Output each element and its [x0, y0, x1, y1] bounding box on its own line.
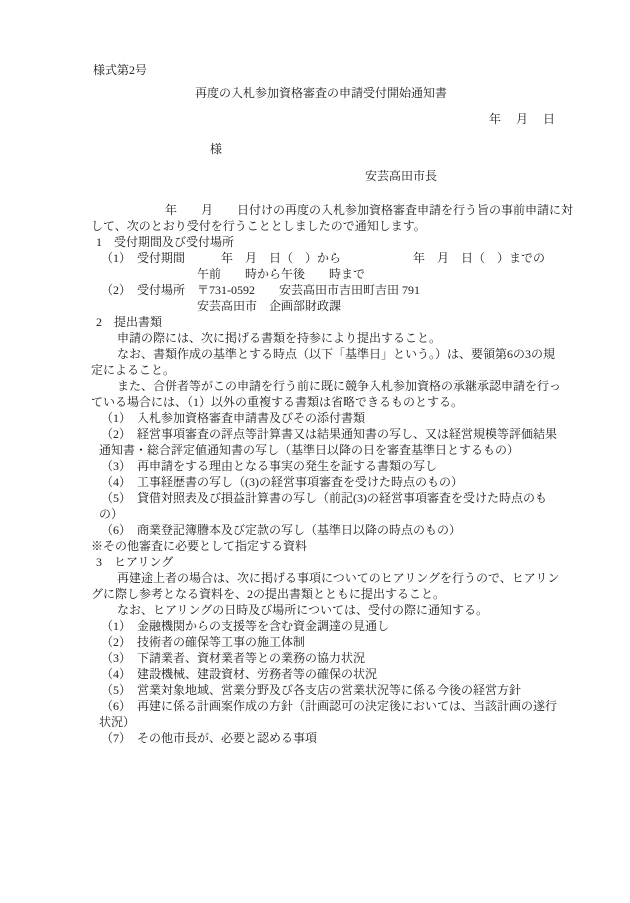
form-number: 様式第2号: [93, 63, 148, 77]
doc-line: ※その他審査に必要として指定する資料: [91, 539, 308, 553]
doc-line: （6） 商業登記簿謄本及び定款の写し（基準日以降の時点のもの）: [101, 523, 462, 537]
doc-line: （1） 受付期間 年 月 日（ ）から 年 月 日（ ）までの: [101, 251, 546, 265]
issuer-line: 安芸高田市長: [365, 169, 438, 183]
doc-line: （2） 経営事項審査の評点等計算書又は結果通知書の写し、又は経営規模等評価結果: [101, 427, 558, 441]
section-3-heading: 3 ヒアリング: [96, 555, 174, 569]
section-1-heading: 1 受付期間及び受付場所: [96, 235, 235, 249]
doc-line: ている場合には、（1）以外の重複する書類は省略できるものとする。: [91, 395, 464, 409]
doc-line: （4） 工事経歴書の写し（(3)の経営事項審査を受けた時点のもの）: [101, 475, 463, 489]
doc-line: （1） 金融機関からの支援等を含む資金調達の見通し: [101, 619, 390, 633]
doc-line: 再建途上者の場合は、次に掲げる事項についてのヒアリングを行うので、ヒアリン: [117, 571, 560, 585]
doc-line: 年 月 日付けの再度の入札参加資格審査申請を行う旨の事前申請に対: [117, 203, 574, 217]
doc-line: 午前 時から午後 時まで: [197, 267, 366, 281]
doc-line: グに際し参考となる資料を、2の提出書類とともに提出すること。: [91, 587, 446, 601]
date-blank-line: 年 月 日: [488, 112, 555, 126]
doc-line: （6） 再建に係る計画案作成の方針（計画認可の決定後においては、当該計画の遂行: [101, 699, 558, 713]
section-2-heading: 2 提出書類: [96, 315, 163, 329]
doc-line: （5） 貸借対照表及び損益計算書の写し（前記(3)の経営事項審査を受けた時点のも: [101, 491, 547, 505]
document-title: 再度の入札参加資格審査の申請受付開始通知書: [194, 86, 447, 100]
doc-line: （2） 技術者の確保等工事の施工体制: [101, 635, 306, 649]
doc-line: （7） その他市長が、必要と認める事項: [101, 731, 318, 745]
doc-line: （2） 受付場所 〒731-0592 安芸高田市吉田町吉田 791: [101, 283, 420, 297]
doc-line: の）: [99, 507, 124, 521]
doc-line: して、次のとおり受付を行うこととしましたので通知します。: [91, 219, 426, 233]
doc-line: なお、書類作成の基準とする時点（以下「基準日」という。）は、要領第6の3の規: [117, 347, 556, 361]
doc-line: 申請の際には、次に掲げる書類を持参により提出すること。: [117, 331, 442, 345]
addressee-line: 様: [210, 142, 223, 156]
doc-line: なお、ヒアリングの日時及び場所については、受付の際に通知する。: [117, 603, 489, 617]
doc-line: 状況）: [99, 715, 136, 729]
doc-line: 通知書・総合評定値通知書の写し（基準日以降の日を審査基準日とするもの）: [99, 443, 520, 457]
doc-line: （3） 下請業者、資材業者等との業務の協力状況: [101, 651, 366, 665]
doc-line: （3） 再申請をする理由となる事実の発生を証する書類の写し: [101, 459, 438, 473]
document-body: [91, 202, 591, 746]
doc-line: （5） 営業対象地域、営業分野及び各支店の営業状況等に係る今後の経営方針: [101, 683, 522, 697]
doc-line: また、合併者等がこの申請を行う前に既に競争入札参加資格の承継承認申請を行っ: [117, 379, 562, 393]
doc-line: （4） 建設機械、建設資材、労務者等の確保の状況: [101, 667, 378, 681]
doc-line: （1） 入札参加資格審査申請書及びその添付書類: [101, 411, 366, 425]
doc-line: 定によること。: [91, 363, 176, 377]
doc-line: 安芸高田市 企画部財政課: [197, 299, 342, 313]
